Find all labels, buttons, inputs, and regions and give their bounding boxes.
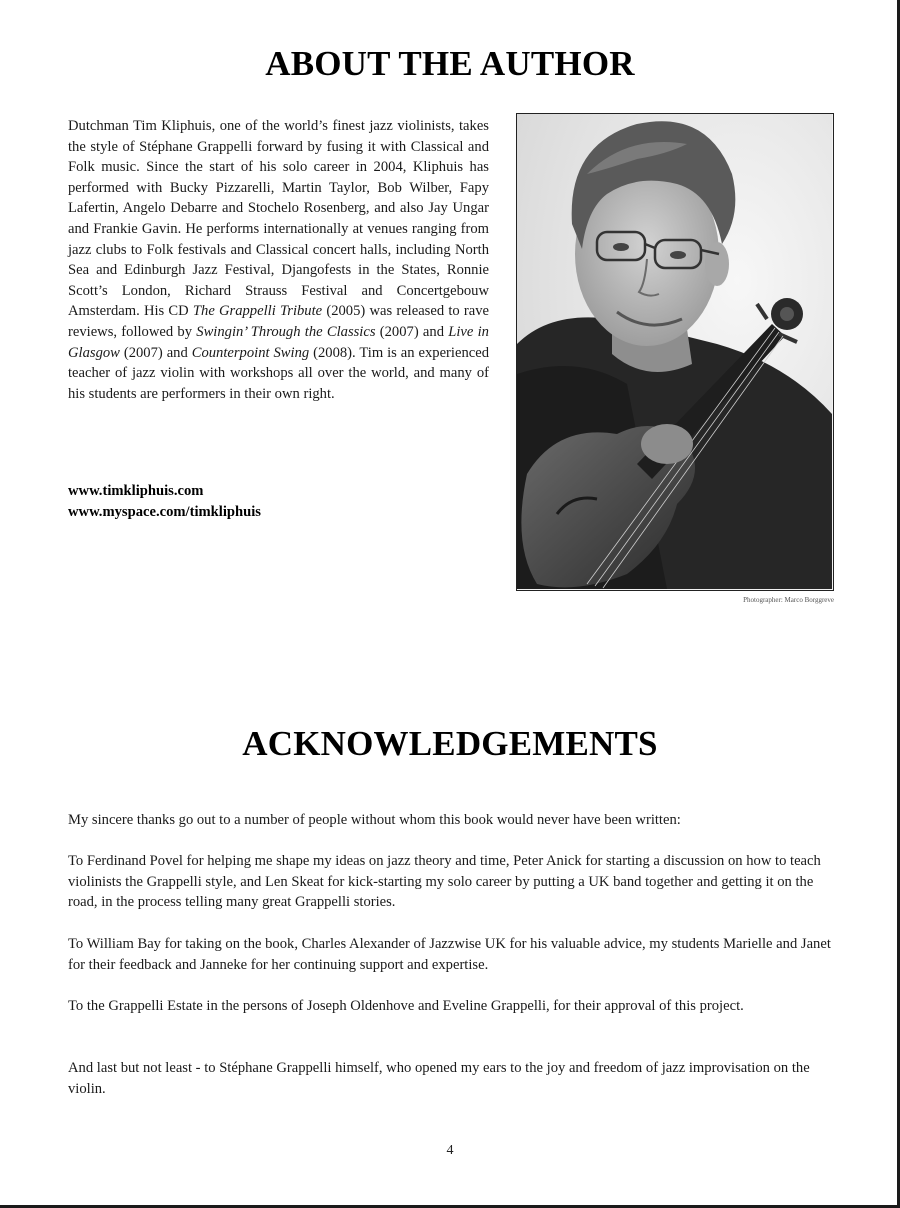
acknowledgement-paragraph: To William Bay for taking on the book, Charles Alexander of Jazzwise UK for his valuable advice, my students Marielle and Janet for their feedback and Janneke for her continuing support and expertise. [68, 936, 831, 973]
bio-text: (2007) and [375, 323, 449, 340]
page-number: 4 [446, 1143, 454, 1158]
cd-title: Swingin’ Through the Classics [196, 323, 376, 340]
acknowledgements-heading: ACKNOWLEDGEMENTS [242, 724, 658, 763]
author-portrait-illustration [517, 114, 832, 589]
myspace-link[interactable]: www.myspace.com/timkliphuis [68, 503, 261, 520]
acknowledgement-paragraph: And last but not least - to Stéphane Grappelli himself, who opened my ears to the joy and freedom of jazz improvisation on the violin. [68, 1060, 810, 1097]
bio-text: Dutchman Tim Kliphuis, one of the world’s finest jazz violinists, takes the style of Stéphane Grappelli forward by fusing it with Classical and Folk music. Since the start of his solo career in 2004, Kliphuis has performed with Bucky Pizzarelli, Martin Taylor, Bob Wilber, Fapy Lafertin, Angelo Debarre and Stochelo Rosenberg, and also Jay Ungar and Frankie Gavin. He performs internationally at venues ranging from jazz clubs to Folk festivals and Classical concert halls, including North Sea and Edinburgh Jazz Festival, Djangofests in the States, Ronnie Scott’s London, Richard Strauss Festival and Concertgebouw Amsterdam. His CD [68, 118, 489, 320]
bio-text: (2007) and [119, 344, 192, 361]
photo-credit: Photographer: Marco Borggreve [743, 596, 834, 604]
cd-title: Live in Glasgow [68, 323, 489, 361]
bio-text: (2008). Tim is an experienced teacher of jazz violin with workshops all over the world, and many of his students are performers in their own right. [68, 344, 489, 402]
acknowledgement-paragraph: To the Grappelli Estate in the persons of Joseph Oldenhove and Eveline Grappelli, for their approval of this project. [68, 998, 744, 1014]
acknowledgements-intro: My sincere thanks go out to a number of people without whom this book would never have been written: [68, 812, 681, 828]
acknowledgement-paragraph: To Ferdinand Povel for helping me shape my ideas on jazz theory and time, Peter Anick for starting a discussion on how to teach violinists the Grappelli style, and Len Skeat for kick-starting my solo career by putting a UK band together and getting it on the road, in the process telling many great Grappelli stories. [68, 853, 821, 911]
about-author-heading: ABOUT THE AUTHOR [265, 44, 635, 83]
website-link[interactable]: www.timkliphuis.com [68, 483, 204, 499]
bio-text: (2005) was released to rave reviews, followed by [68, 303, 490, 340]
cd-title: Counterpoint Swing [191, 344, 310, 361]
cd-title: The Grappelli Tribute [192, 303, 323, 320]
author-bio [68, 116, 489, 404]
author-links [68, 481, 489, 522]
author-photo [516, 113, 834, 591]
